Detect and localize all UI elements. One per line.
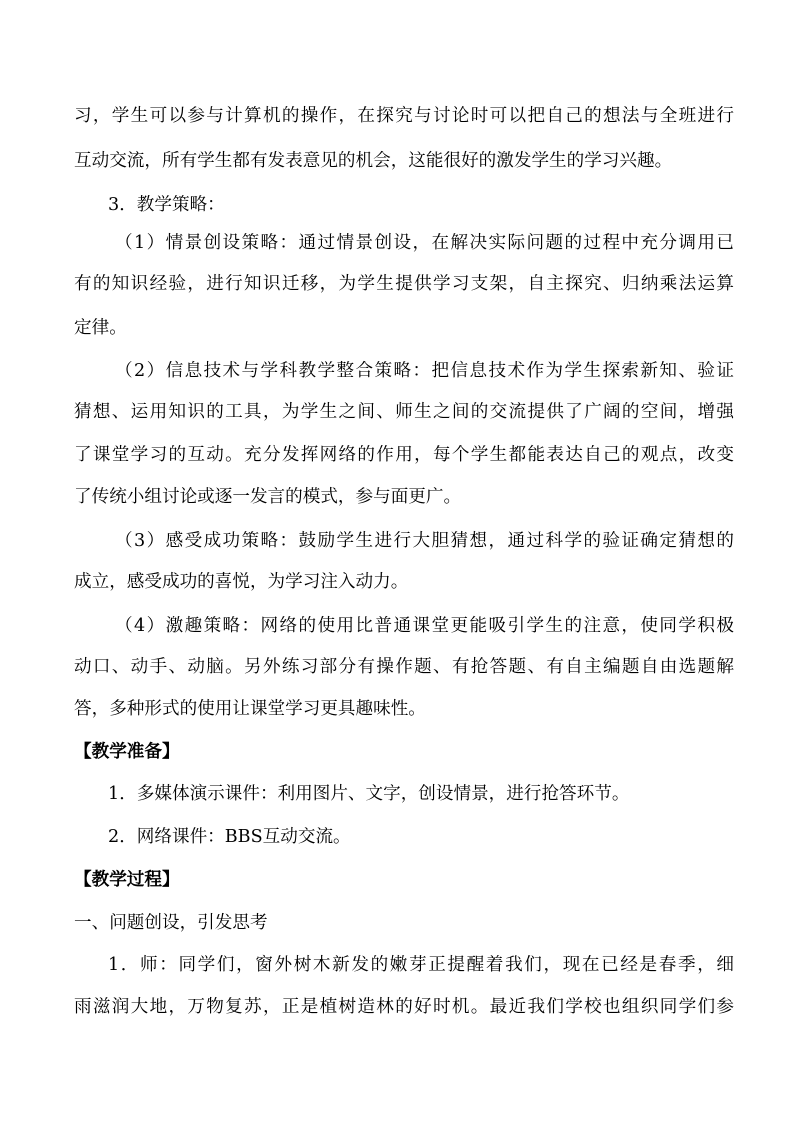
process-subheading: 一、问题创设，引发思考: [74, 913, 268, 933]
strategy-3-line-2: 成立，感受成功的喜悦，为学习注入动力。: [74, 572, 409, 592]
strategy-4-line-1: （4）激趣策略：网络的使用比普通课堂更能吸引学生的注意，使同学积极: [115, 616, 734, 636]
strategy-1-line-2: 有的知识经验，进行知识迁移，为学生提供学习支架，自主探究、归纳乘法运算: [74, 274, 734, 294]
strategy-4-line-3: 答，多种形式的使用让课堂学习更具趣味性。: [74, 699, 426, 719]
prep-item-1: 1．多媒体演示课件：利用图片、文字，创设情景，进行抢答环节。: [108, 784, 630, 804]
process-para-line-2: 雨滋润大地，万物复苏，正是植树造林的好时机。最近我们学校也组织同学们参: [74, 997, 734, 1017]
strategy-1-line-1: （1）情景创设策略：通过情景创设，在解决实际问题的过程中充分调用已: [115, 233, 734, 253]
strategy-2-line-2: 猜想、运用知识的工具，为学生之间、师生之间的交流提供了广阔的空间，增强: [74, 402, 734, 422]
strategy-heading: 3．教学策略：: [108, 195, 225, 215]
strategy-4-line-2: 动口、动手、动脑。另外练习部分有操作题、有抢答题、有自主编题自由选题解: [74, 657, 734, 677]
strategy-2-line-4: 了传统小组讨论或逐一发言的模式，参与面更广。: [74, 487, 462, 507]
strategy-2-line-3: 了课堂学习的互动。充分发挥网络的作用，每个学生都能表达自己的观点，改变: [74, 445, 734, 465]
strategy-1-line-3: 定律。: [74, 318, 127, 338]
strategy-2-line-1: （2）信息技术与学科教学整合策略：把信息技术作为学生探索新知、验证: [115, 361, 734, 381]
intro-line-1: 习，学生可以参与计算机的操作，在探究与讨论时可以把自己的想法与全班进行: [74, 106, 734, 126]
prep-item-2: 2．网络课件：BBS互动交流。: [108, 827, 351, 847]
strategy-3-line-1: （3）感受成功策略：鼓励学生进行大胆猜想，通过科学的验证确定猜想的: [115, 531, 734, 551]
intro-line-2: 互动交流，所有学生都有发表意见的机会，这能很好的激发学生的学习兴趣。: [74, 151, 673, 171]
process-para-line-1: 1．师：同学们，窗外树木新发的嫩芽正提醒着我们，现在已经是春季，细: [108, 955, 734, 975]
process-heading: 【教学过程】: [74, 870, 180, 890]
prep-heading: 【教学准备】: [74, 742, 180, 762]
